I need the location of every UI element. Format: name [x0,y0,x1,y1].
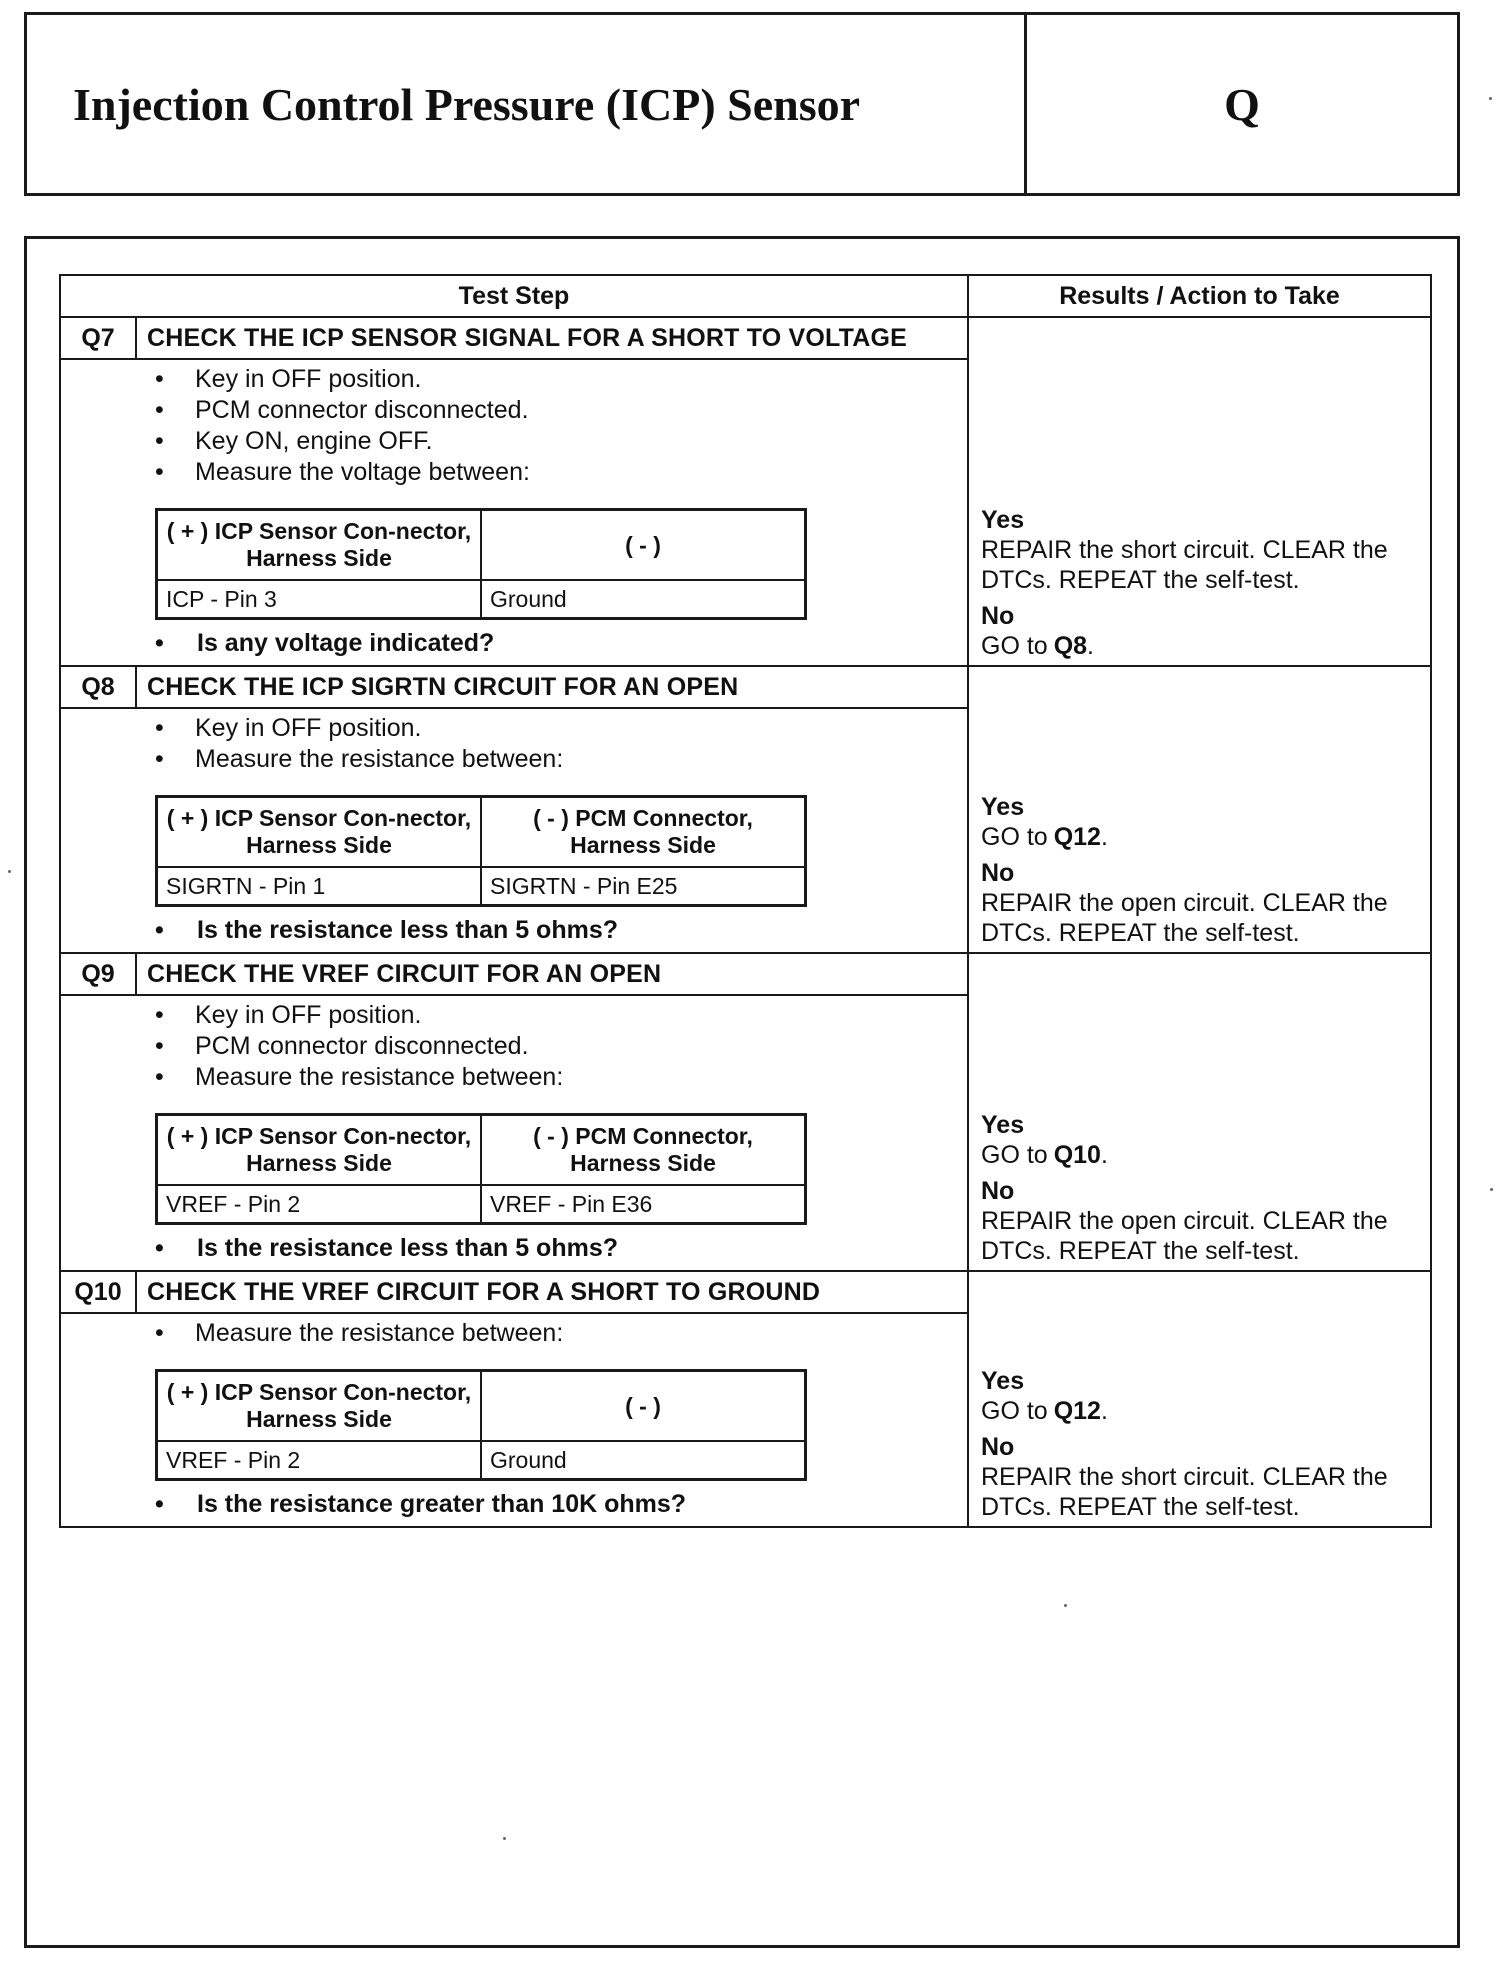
measure-positive-header: ( + ) ICP Sensor Con-nector, Harness Side [157,1115,482,1186]
step-bullet: • Key in OFF position. [155,713,967,744]
measure-positive-value: SIGRTN - Pin 1 [157,867,482,906]
scan-speck [503,1837,506,1840]
step-row [60,317,1431,666]
step-heading [61,318,967,360]
step-question: • Is the resistance less than 5 ohms? [155,1233,967,1264]
yes-label: Yes [981,1111,1025,1139]
measure-negative-value: Ground [481,1441,806,1480]
step-heading [61,667,967,709]
no-action: REPAIR the short circuit. CLEAR the DTCs. REPEAT the self-test. [981,1463,1388,1521]
step-heading [61,1272,967,1314]
measurement-table [155,1369,807,1481]
step-question: • Is any voltage indicated? [155,628,967,659]
measure-positive-value: VREF - Pin 2 [157,1185,482,1224]
yes-action: GO to Q12. [981,1397,1108,1425]
measure-negative-value: Ground [481,580,806,619]
results-cell [968,953,1431,1271]
column-header-results: Results / Action to Take [968,275,1431,317]
step-bullets [155,364,967,488]
yes-action: GO to Q10. [981,1141,1108,1169]
diagnostic-table [59,274,1432,1528]
section-letter: Q [1224,78,1260,130]
yes-label: Yes [981,1367,1025,1395]
step-title: CHECK THE ICP SIGRTN CIRCUIT FOR AN OPEN [147,673,739,701]
step-title: CHECK THE ICP SENSOR SIGNAL FOR A SHORT TO VOLTAGE [147,324,908,352]
yes-step-link: Q12 [1053,1397,1101,1425]
step-question: • Is the resistance greater than 10K ohms? [155,1489,967,1520]
no-action: REPAIR the open circuit. CLEAR the DTCs. REPEAT the self-test. [981,1207,1388,1265]
step-heading [61,954,967,996]
step-title: CHECK THE VREF CIRCUIT FOR AN OPEN [147,960,662,988]
no-action: REPAIR the open circuit. CLEAR the DTCs. REPEAT the self-test. [981,889,1388,947]
measure-negative-value: VREF - Pin E36 [481,1185,806,1224]
scan-speck [1489,97,1492,100]
step-id: Q8 [61,667,137,707]
measure-positive-value: ICP - Pin 3 [157,580,482,619]
no-action: GO to Q8. [981,632,1094,660]
measure-negative-header: ( - ) [481,510,806,581]
step-bullet: • Measure the resistance between: [155,744,967,775]
step-bullet: • Key in OFF position. [155,1000,967,1031]
step-bullet: • Measure the resistance between: [155,1318,967,1349]
content-frame [24,236,1460,1948]
yes-label: Yes [981,506,1025,534]
step-question: • Is the resistance less than 5 ohms? [155,915,967,946]
step-bullets [155,713,967,775]
no-label: No [981,1433,1015,1461]
step-row [60,666,1431,953]
step-bullet: • PCM connector disconnected. [155,395,967,426]
test-step-cell [60,317,968,666]
page-title: Injection Control Pressure (ICP) Sensor [27,15,1027,193]
step-id: Q7 [61,318,137,358]
yes-step-link: Q12 [1053,823,1101,851]
scan-speck [1064,1604,1067,1607]
measure-positive-header: ( + ) ICP Sensor Con-nector, Harness Side [157,797,482,868]
results-cell [968,1271,1431,1527]
measure-negative-header: ( - ) [481,1371,806,1442]
yes-label: Yes [981,793,1025,821]
measure-positive-value: VREF - Pin 2 [157,1441,482,1480]
results-cell [968,666,1431,953]
scan-speck [8,870,11,873]
step-title: CHECK THE VREF CIRCUIT FOR A SHORT TO GROUND [147,1278,821,1306]
step-body [61,709,967,952]
results-cell [968,317,1431,666]
step-bullet: • Key ON, engine OFF. [155,426,967,457]
measure-negative-header: ( - ) PCM Connector, Harness Side [481,797,806,868]
test-step-cell [60,953,968,1271]
test-step-cell [60,1271,968,1527]
step-body [61,996,967,1270]
yes-action: GO to Q12. [981,823,1108,851]
scan-speck [1490,1188,1493,1191]
no-label: No [981,1177,1015,1205]
measurement-table [155,795,807,907]
step-row [60,1271,1431,1527]
page-header [24,12,1460,196]
step-bullets [155,1000,967,1093]
step-row [60,953,1431,1271]
step-id: Q10 [61,1272,137,1312]
test-step-cell [60,666,968,953]
no-step-link: Q8 [1053,632,1088,660]
yes-step-link: Q10 [1053,1141,1101,1169]
column-header-test-step: Test Step [60,275,968,317]
no-label: No [981,859,1015,887]
measure-negative-value: SIGRTN - Pin E25 [481,867,806,906]
step-bullet: • PCM connector disconnected. [155,1031,967,1062]
step-body [61,360,967,665]
step-bullet: • Measure the resistance between: [155,1062,967,1093]
step-bullets [155,1318,967,1349]
measure-positive-header: ( + ) ICP Sensor Con-nector, Harness Side [157,510,482,581]
measurement-table [155,1113,807,1225]
step-bullet: • Measure the voltage between: [155,457,967,488]
step-id: Q9 [61,954,137,994]
yes-action: REPAIR the short circuit. CLEAR the DTCs. REPEAT the self-test. [981,536,1388,594]
no-label: No [981,602,1015,630]
step-bullet: • Key in OFF position. [155,364,967,395]
measure-positive-header: ( + ) ICP Sensor Con-nector, Harness Side [157,1371,482,1442]
step-body [61,1314,967,1526]
measurement-table [155,508,807,620]
measure-negative-header: ( - ) PCM Connector, Harness Side [481,1115,806,1186]
